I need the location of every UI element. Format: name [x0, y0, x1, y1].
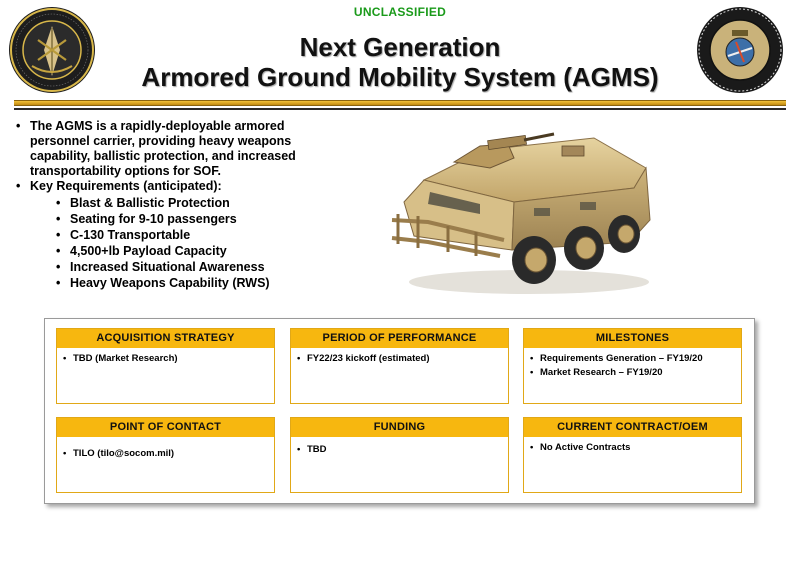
- page-title-line-1: Next Generation: [299, 32, 501, 62]
- requirements-heading: Key Requirements (anticipated):: [30, 179, 222, 193]
- description-bullets: [16, 119, 346, 291]
- card-title: PERIOD OF PERFORMANCE: [291, 329, 508, 348]
- header-divider: [14, 100, 786, 106]
- list-item: • Blast & Ballistic Protection: [56, 196, 230, 210]
- list-item: • Market Research – FY19/20: [530, 367, 663, 378]
- program-info-panel: [44, 318, 755, 504]
- pm-fosov-seal-icon: [696, 6, 784, 94]
- list-item: • C-130 Transportable: [56, 228, 191, 242]
- milestones-card: [523, 328, 742, 404]
- card-title: ACQUISITION STRATEGY: [57, 329, 274, 348]
- requirements-bullet: [16, 179, 346, 194]
- requirements-list: [56, 195, 346, 291]
- card-title: POINT OF CONTACT: [57, 418, 274, 437]
- intro-bullet: [16, 119, 346, 179]
- funding-card: [290, 417, 509, 493]
- list-item: • TILO (tilo@socom.mil): [63, 448, 175, 459]
- list-item: • 4,500+lb Payload Capacity: [56, 244, 227, 258]
- list-item: • TBD (Market Research): [63, 353, 178, 364]
- intro-text: The AGMS is a rapidly-deployable armored personnel carrier, providing heavy weapons capability, ballistic protection, and increased transportability options for SOF.: [30, 119, 296, 178]
- bullet-icon: •: [16, 179, 21, 193]
- list-item: • FY22/23 kickoff (estimated): [297, 353, 430, 364]
- ussocom-seal-icon: [8, 6, 96, 94]
- card-title: FUNDING: [291, 418, 508, 437]
- acquisition-strategy-card: [56, 328, 275, 404]
- classification-label: UNCLASSIFIED: [353, 5, 447, 19]
- period-of-performance-card: [290, 328, 509, 404]
- list-item: • Heavy Weapons Capability (RWS): [56, 276, 270, 290]
- page-title-line-2: Armored Ground Mobility System (AGMS): [141, 62, 659, 92]
- card-title: CURRENT CONTRACT/OEM: [524, 418, 741, 437]
- bullet-icon: •: [16, 119, 21, 133]
- armored-vehicle-image: [384, 110, 654, 300]
- list-item: • Increased Situational Awareness: [56, 260, 265, 274]
- list-item: • Requirements Generation – FY19/20: [530, 353, 703, 364]
- current-contract-card: [523, 417, 742, 493]
- list-item: • Seating for 9-10 passengers: [56, 212, 237, 226]
- point-of-contact-card: [56, 417, 275, 493]
- card-title: MILESTONES: [524, 329, 741, 348]
- list-item: • No Active Contracts: [530, 442, 631, 453]
- list-item: • TBD: [297, 444, 327, 455]
